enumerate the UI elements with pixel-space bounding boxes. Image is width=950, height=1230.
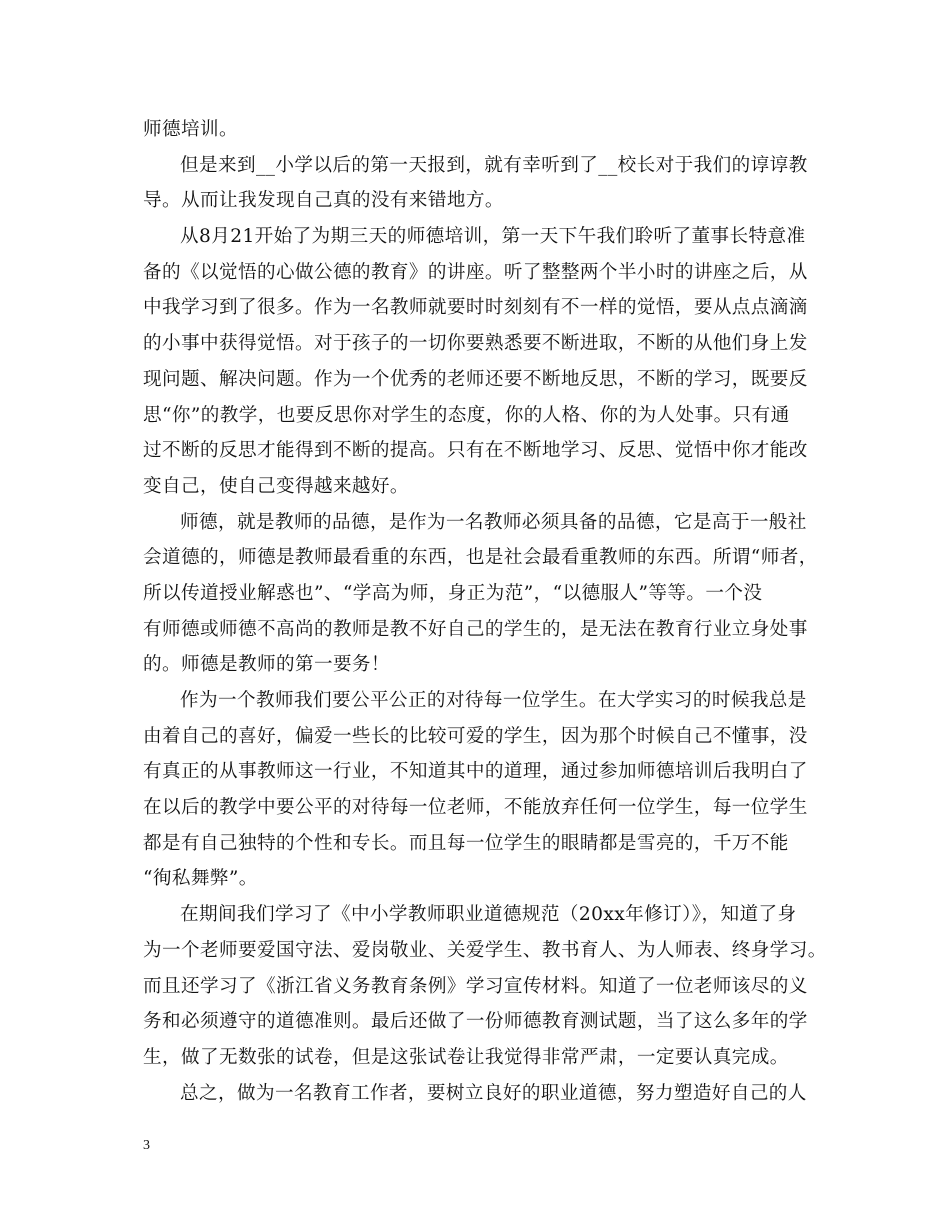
text-line: 有真正的从事教师这一行业，不知道其中的道理，通过参加师德培训后我明白了 bbox=[143, 761, 808, 783]
text-line: 过不断的反思才能得到不断的提高。只有在不断地学习、反思、觉悟中你才能改 bbox=[143, 440, 808, 462]
text-line: 而且还学习了《浙江省义务教育条例》学习宣传材料。知道了一位老师该尽的义 bbox=[143, 975, 808, 997]
text-line: 务和必须遵守的道德准则。最后还做了一份师德教育测试题，当了这么多年的学 bbox=[143, 1011, 808, 1033]
text-line: 但是来到__小学以后的第一天报到，就有幸听到了__校长对于我们的谆谆教 bbox=[180, 154, 808, 176]
text-line: 的小事中获得觉悟。对于孩子的一切你要熟悉要不断进取，不断的从他们身上发 bbox=[143, 333, 808, 355]
text-line: “徇私舞弊”。 bbox=[143, 868, 258, 890]
paragraph bbox=[143, 683, 813, 897]
text-line: 师德培训。 bbox=[143, 119, 238, 140]
text-line: 总之，做为一名教育工作者，要树立良好的职业道德，努力塑造好自己的人 bbox=[180, 1082, 807, 1104]
text-line: 所以传道授业解惑也”、“学高为师，身正为范”，“以德服人”等等。一个没 bbox=[143, 582, 763, 604]
text-line: 现问题、解决问题。作为一个优秀的老师还要不断地反思，不断的学习，既要反 bbox=[143, 368, 808, 390]
text-line: 中我学习到了很多。作为一名教师就要时时刻刻有不一样的觉悟，要从点点滴滴 bbox=[143, 297, 808, 319]
text-line: 生，做了无数张的试卷，但是这张试卷让我觉得非常严肃，一定要认真完成。 bbox=[143, 1046, 789, 1068]
text-line: 在期间我们学习了《中小学教师职业道德规范（20xx年修订）》，知道了身 bbox=[180, 904, 797, 926]
page-number: 3 bbox=[143, 1138, 150, 1153]
text-line: 师德，就是教师的品德，是作为一名教师必须具备的品德，它是高于一般社 bbox=[180, 511, 807, 533]
text-line: 作为一个教师我们要公平公正的对待每一位学生。在大学实习的时候我总是 bbox=[180, 690, 807, 711]
text-line: 从8月21开始了为期三天的师德培训，第一天下午我们聆听了董事长特意准 bbox=[180, 226, 806, 248]
paragraph bbox=[143, 1076, 813, 1112]
paragraph bbox=[143, 505, 818, 683]
text-line: 在以后的教学中要公平的对待每一位老师，不能放弃任何一位学生，每一位学生 bbox=[143, 797, 808, 819]
text-line: 有师德或师德不高尚的教师是教不好自己的学生的，是无法在教育行业立身处事 bbox=[143, 618, 808, 640]
paragraph bbox=[143, 219, 813, 505]
text-line: 为一个老师要爱国守法、爱岗敬业、关爱学生、教书育人、为人师表、终身学习。 bbox=[143, 939, 827, 961]
paragraph bbox=[143, 148, 813, 219]
text-line: 的。师德是教师的第一要务！ bbox=[143, 654, 390, 676]
text-line: 变自己，使自己变得越来越好。 bbox=[143, 475, 409, 497]
text-line: 都是有自己独特的个性和专长。而且每一位学生的眼睛都是雪亮的，千万不能 bbox=[143, 832, 789, 854]
document-body bbox=[143, 112, 827, 1111]
text-line: 思“你”的教学，也要反思你对学生的态度，你的人格、你的为人处事。只有通 bbox=[143, 404, 790, 426]
text-line: 备的《以觉悟的心做公德的教育》的讲座。听了整整两个半小时的讲座之后，从 bbox=[143, 261, 808, 283]
text-line: 由着自己的喜好，偏爱一些长的比较可爱的学生，因为那个时候自己不懂事，没 bbox=[143, 725, 808, 747]
text-line: 会道德的，师德是教师最看重的东西，也是社会最看重教师的东西。所谓“师者， bbox=[143, 547, 818, 569]
text-line: 导。从而让我发现自己真的没有来错地方。 bbox=[143, 190, 504, 212]
paragraph bbox=[143, 112, 813, 148]
paragraph bbox=[143, 897, 827, 1075]
